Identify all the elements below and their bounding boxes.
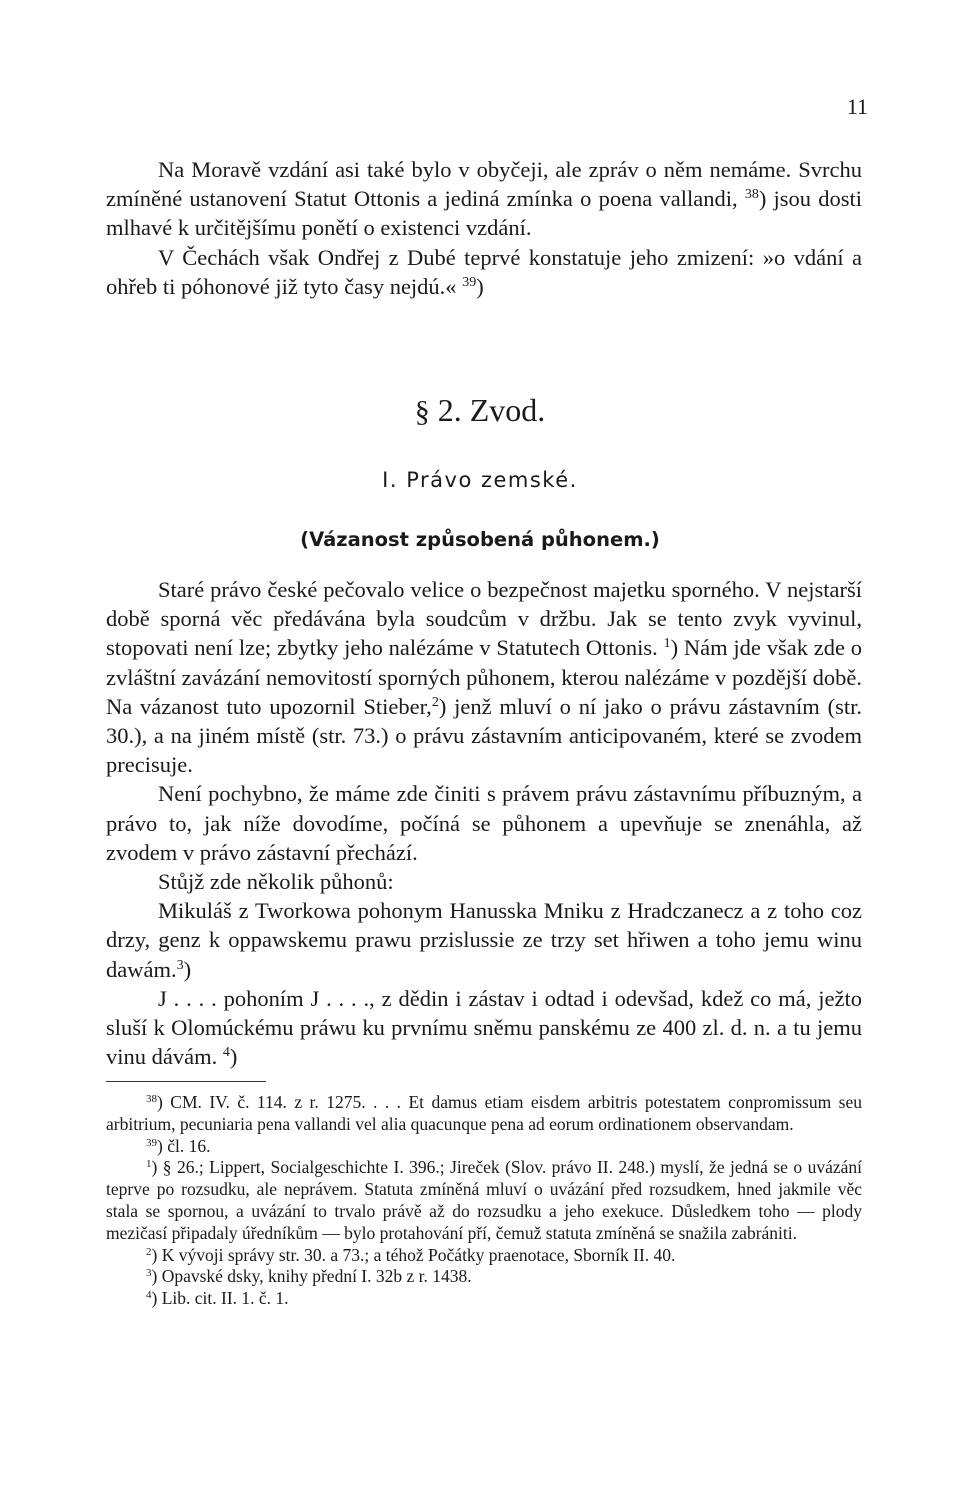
paragraph	[106, 243, 862, 301]
footnote-text: ) Opavské dsky, knihy přední I. 32b z r. 1438.	[151, 1266, 472, 1287]
footnote-3	[106, 1266, 862, 1288]
footnote-text: ) § 26.; Lippert, Socialgeschichte I. 396.; Jireček (Slov. právo II. 248.) myslí, že jedná se o uvázání teprve po rozsudku, ale neprávem. Statuta zmíněná mluví o uvázání před rozsudkem, hned jakmile věc stala se spornou, a uvázání to trvalo právě až do rozsudku a jeho exekuce. Důsledkem toho — plody mezičasí připadaly úředníkům — bylo protahování pří, čemuž statuta zmíněná se snažila zabrániti.	[106, 1157, 862, 1243]
text-run: ) jsou dosti mlhavé k určitějšímu ponětí o existenci vzdání.	[106, 186, 863, 241]
text-run: ) Nám jde však zde o zvláštní zavázání nemovitostí sporných půhonem, kterou nalézáme v pozdější době. Na vázanost tuto upozornil Stieber,	[106, 635, 862, 719]
text-run: Staré právo české pečovalo velice o bezpečnost majetku sporného. V nejstarší době sporná věc předávána byla soudcům v držbu. Jak se tento zvyk vyvinul, stopovati není lze; zbytky jeho nalézáme v Statutech Ottonis.	[106, 577, 862, 661]
footnote-rule	[106, 1081, 266, 1082]
footnote-2	[106, 1245, 862, 1267]
footnote-mark: 3	[146, 1267, 152, 1280]
paragraph	[106, 896, 862, 984]
footnote-ref-3: 3	[176, 957, 184, 973]
section-title-text: 2. Zvod.	[437, 392, 546, 428]
footnote-text: ) čl. 16.	[157, 1135, 211, 1156]
footnote-mark: 1	[146, 1158, 152, 1171]
paragraph: Stůjž zde několik půhonů:	[158, 869, 394, 895]
text-run: V Čechách však Ondřej z Dubé teprvé konstatuje jeho zmizení: »o vdání a ohřeb ti póhonové již tyto časy nejdú.«	[106, 244, 862, 299]
text-run: J . . . . pohoním J . . . ., z dědin i zástav i odtad i odevšad, kdež co má, ježto sluší k Olomúckému práwu ku prvnímu sněmu panskému ze 400 zl. d. n. a tu jemu vinu dávám.	[106, 985, 862, 1070]
paragraph	[106, 575, 862, 779]
text-run: )	[229, 1044, 238, 1070]
paragraph	[106, 155, 862, 243]
footnote-ref-39: 39	[462, 274, 477, 290]
footnote-ref-1: 1	[663, 636, 671, 652]
section-subsubtitle: (Vázanost způsobená půhonem.)	[300, 528, 660, 551]
paragraph	[106, 984, 862, 1072]
footnote-mark: 38	[146, 1093, 157, 1105]
footnote-mark: 2	[146, 1245, 152, 1258]
main-text	[106, 575, 862, 1071]
footnote-4	[106, 1288, 862, 1310]
paragraph: Není pochybno, že máme zde činiti s právem právu zástavnímu příbuzným, a právo to, jak níže dovodíme, počíná se půhonem a upevňuje se znenáhla, až zvodem v právo zástavní přechází.	[106, 781, 862, 865]
section-sign: §	[414, 395, 430, 428]
footnote-ref-4: 4	[222, 1045, 230, 1061]
text-run: )	[476, 273, 484, 299]
text-run: Na Moravě vzdání asi také bylo v obyčeji, ale zpráv o něm nemáme. Svrchu zmíněné ustanovení Statut Ottonis a jediná zmínka o poena vallandi,	[106, 157, 862, 212]
footnote-text: ) Lib. cit. II. 1. č. 1.	[151, 1288, 289, 1309]
text-run: )	[183, 956, 192, 982]
footnote-38	[106, 1092, 862, 1136]
footnote-ref-2: 2	[431, 694, 439, 710]
intro-text	[106, 155, 862, 301]
footnote-mark: 4	[146, 1289, 152, 1302]
section-subtitle: I. Právo zemské.	[382, 468, 578, 492]
section-title	[0, 392, 960, 429]
footnote-1	[106, 1157, 862, 1244]
footnote-mark: 39	[146, 1136, 157, 1149]
footnote-ref-38: 38	[744, 187, 759, 203]
page-number: 11	[846, 94, 868, 119]
text-run: ) jenž mluví o ní jako o právu zástavním (str. 30.), a na jiném místě (str. 73.) o právu zástavním anticipovaném, které se zvodem precisuje.	[106, 693, 862, 778]
footnotes	[106, 1092, 862, 1310]
footnote-text: ) CM. IV. č. 114. z r. 1275. . . . Et damus etiam eisdem arbitris potestatem conpromissum seu arbitrium, pecuniaria pena vallandi vel alia quacunque pena ad eorum ordinationem observandam.	[106, 1092, 862, 1134]
footnote-39	[106, 1136, 862, 1158]
footnote-text: ) K vývoji správy str. 30. a 73.; a téhož Počátky praenotace, Sborník II. 40.	[151, 1244, 676, 1265]
text-run: Mikuláš z Tworkowa pohonym Hanusska Mniku z Hradczanecz a z toho coz drzy, genz k oppawskemu prawu przislussie ze trzy set hřiwen a toho jemu winu dawám.	[106, 898, 862, 982]
